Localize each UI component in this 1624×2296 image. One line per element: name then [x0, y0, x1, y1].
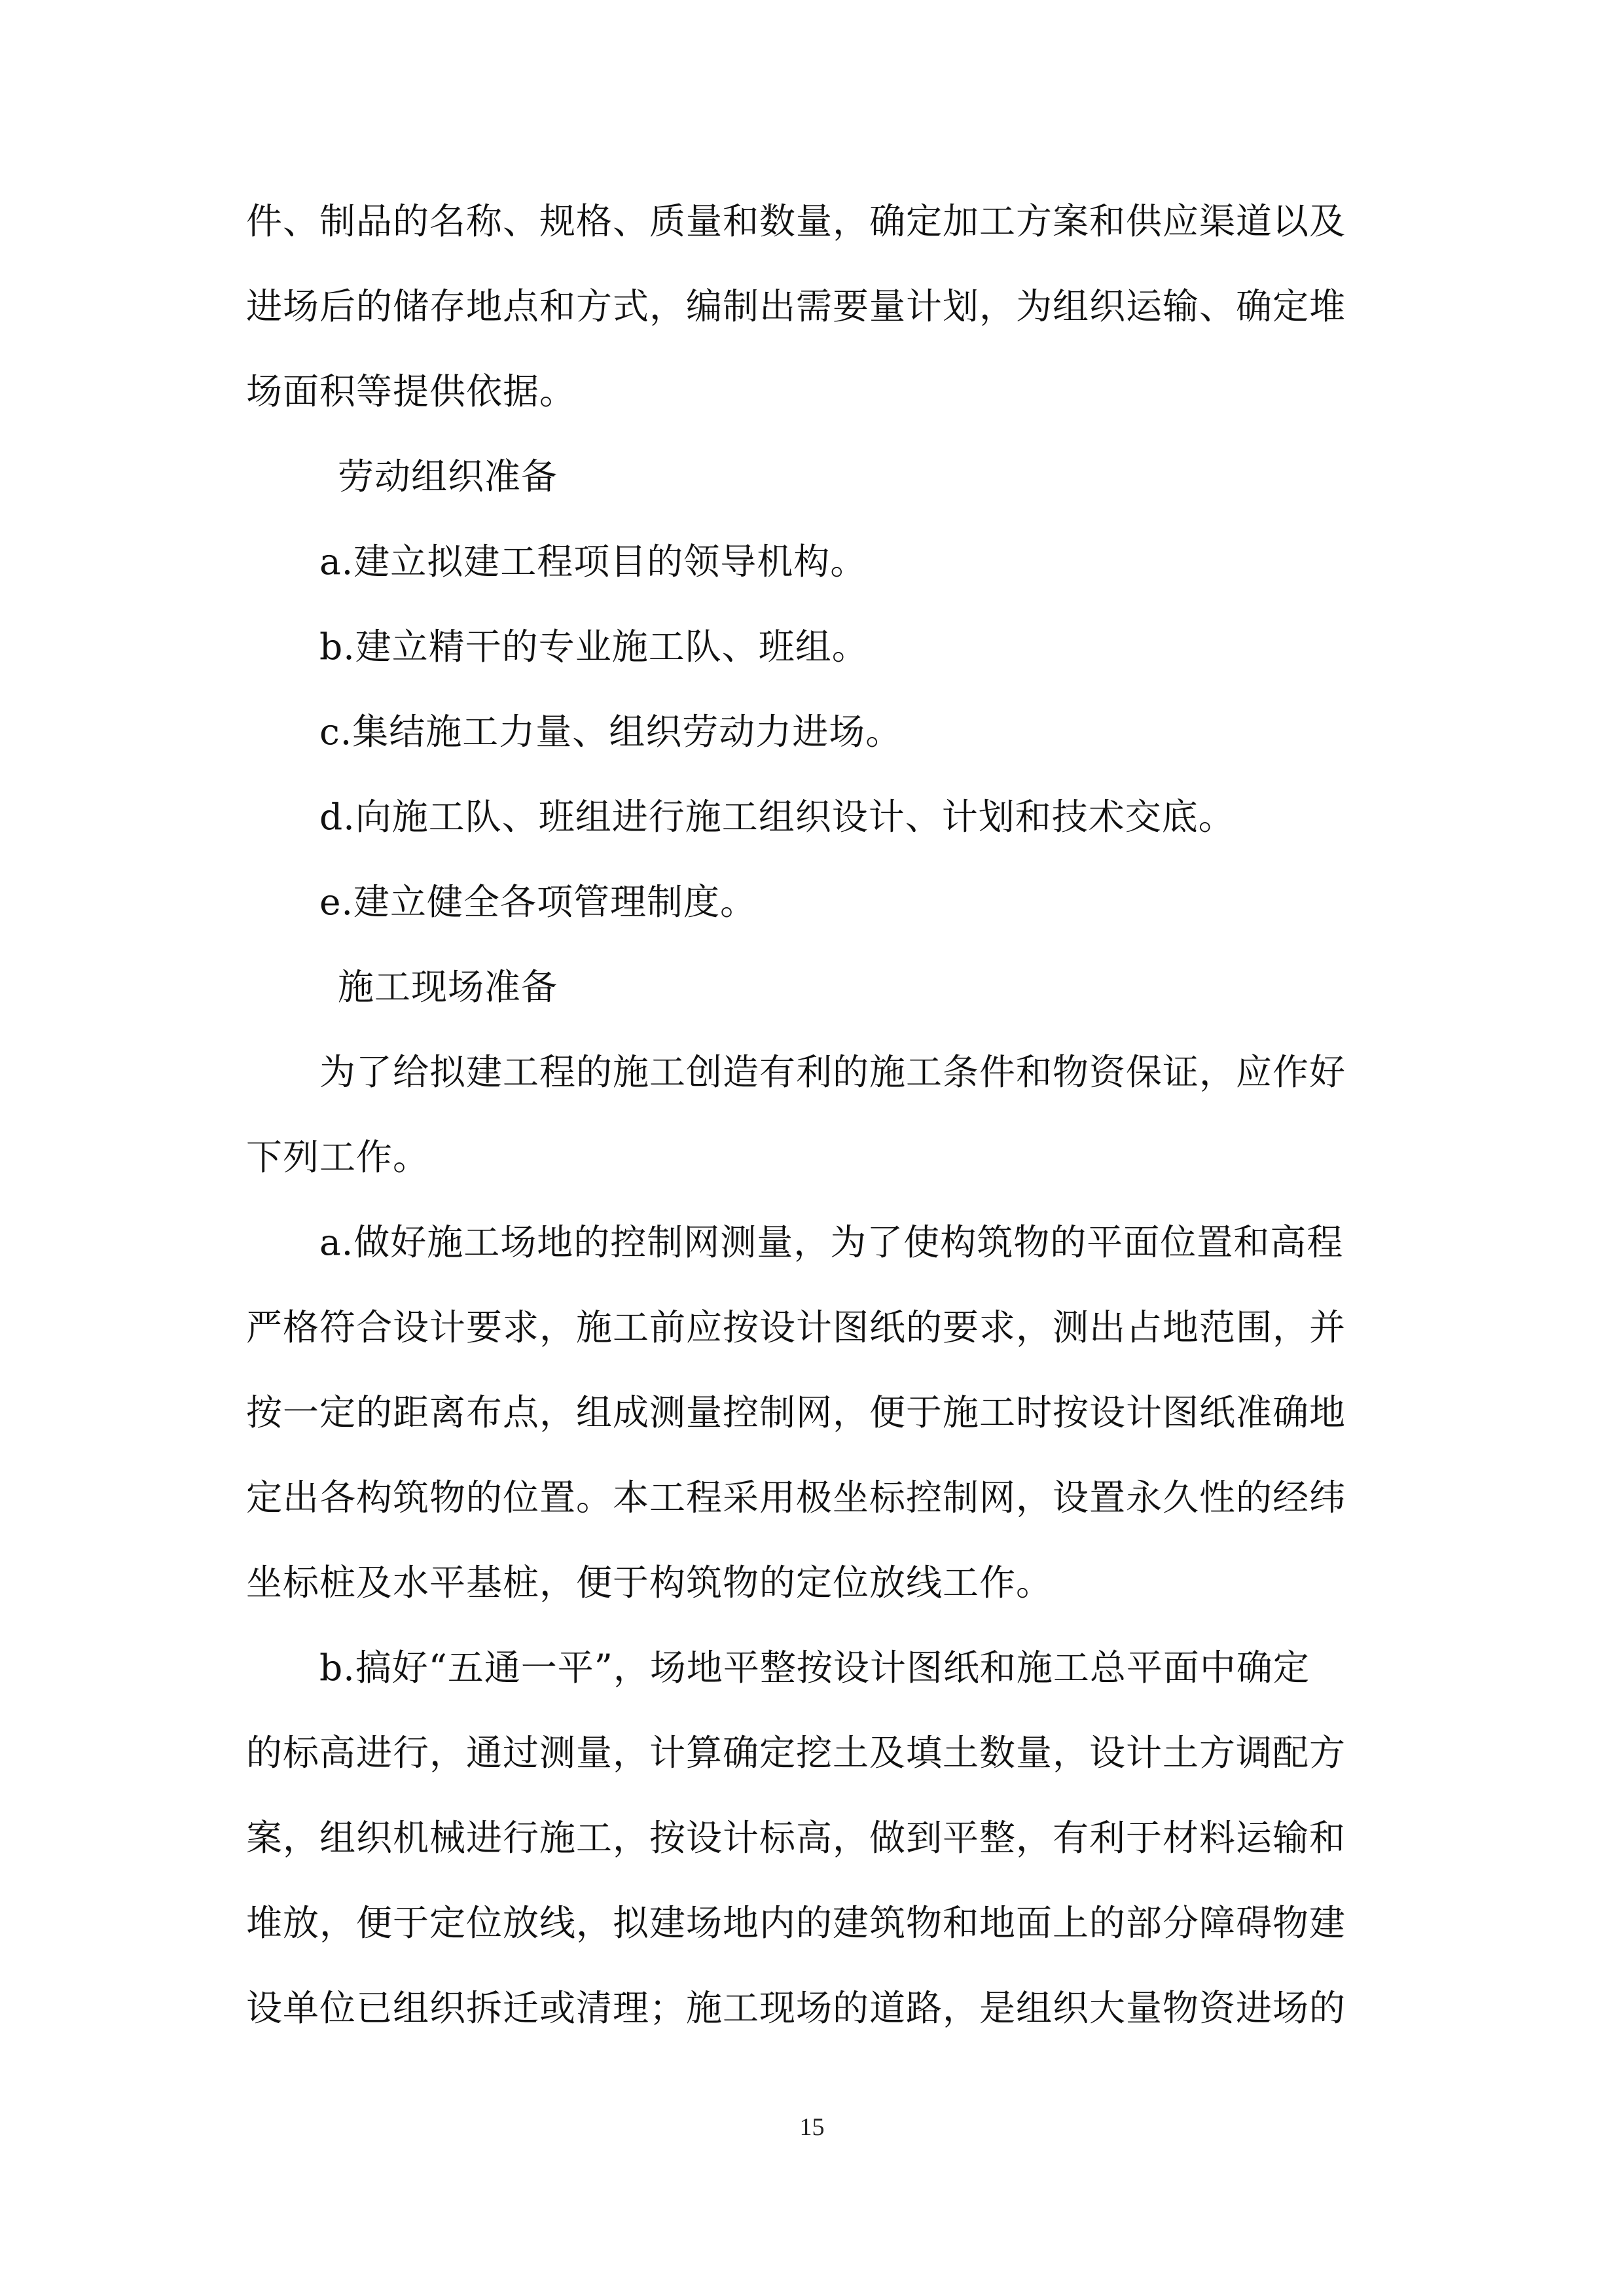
list-item-a: a.建立拟建工程项目的领导机构。 [319, 541, 867, 583]
paragraph-line: 坐标桩及水平基桩，便于构筑物的定位放线工作。 [246, 1562, 1053, 1604]
body-line-2: 进场后的储存地点和方式，编制出需要量计划，为组织运输、确定堆 [246, 285, 1346, 327]
paragraph-line: 按一定的距离布点，组成测量控制网，便于施工时按设计图纸准确地 [246, 1391, 1346, 1433]
paragraph-line: 下列工作。 [246, 1136, 430, 1178]
paragraph-line: 设单位已组织拆迁或清理；施工现场的道路，是组织大量物资进场的 [246, 1987, 1346, 2029]
paragraph-line: b.搞好“五通一平”，场地平整按设计图纸和施工总平面中确定 [319, 1647, 1310, 1689]
paragraph-line: 的标高进行，通过测量，计算确定挖土及填土数量，设计土方调配方 [246, 1732, 1346, 1774]
paragraph-line: 堆放，便于定位放线，拟建场地内的建筑物和地面上的部分障碍物建 [246, 1902, 1346, 1944]
paragraph-line: 定出各构筑物的位置。本工程采用极坐标控制网，设置永久性的经纬 [246, 1477, 1346, 1518]
paragraph-line: a.做好施工场地的控制网测量，为了使构筑物的平面位置和高程 [319, 1221, 1344, 1263]
list-item-c: c.集结施工力量、组织劳动力进场。 [319, 711, 903, 753]
section-heading-labor-organization: 劳动组织准备 [338, 456, 558, 497]
section-heading-site-preparation: 施工现场准备 [338, 966, 558, 1008]
paragraph-line: 严格符合设计要求，施工前应按设计图纸的要求，测出占地范围，并 [246, 1306, 1346, 1348]
list-item-b: b.建立精干的专业施工队、班组。 [319, 626, 869, 668]
list-item-e: e.建立健全各项管理制度。 [319, 881, 757, 923]
paragraph-line: 案，组织机械进行施工，按设计标高，做到平整，有利于材料运输和 [246, 1817, 1346, 1859]
body-line-1: 件、制品的名称、规格、质量和数量，确定加工方案和供应渠道以及 [246, 200, 1346, 242]
body-line-3: 场面积等提供依据。 [246, 370, 577, 412]
paragraph-line: 为了给拟建工程的施工创造有利的施工条件和物资保证，应作好 [319, 1051, 1346, 1093]
list-item-d: d.向施工队、班组进行施工组织设计、计划和技术交底。 [319, 796, 1235, 838]
page-number: 15 [799, 2113, 825, 2141]
